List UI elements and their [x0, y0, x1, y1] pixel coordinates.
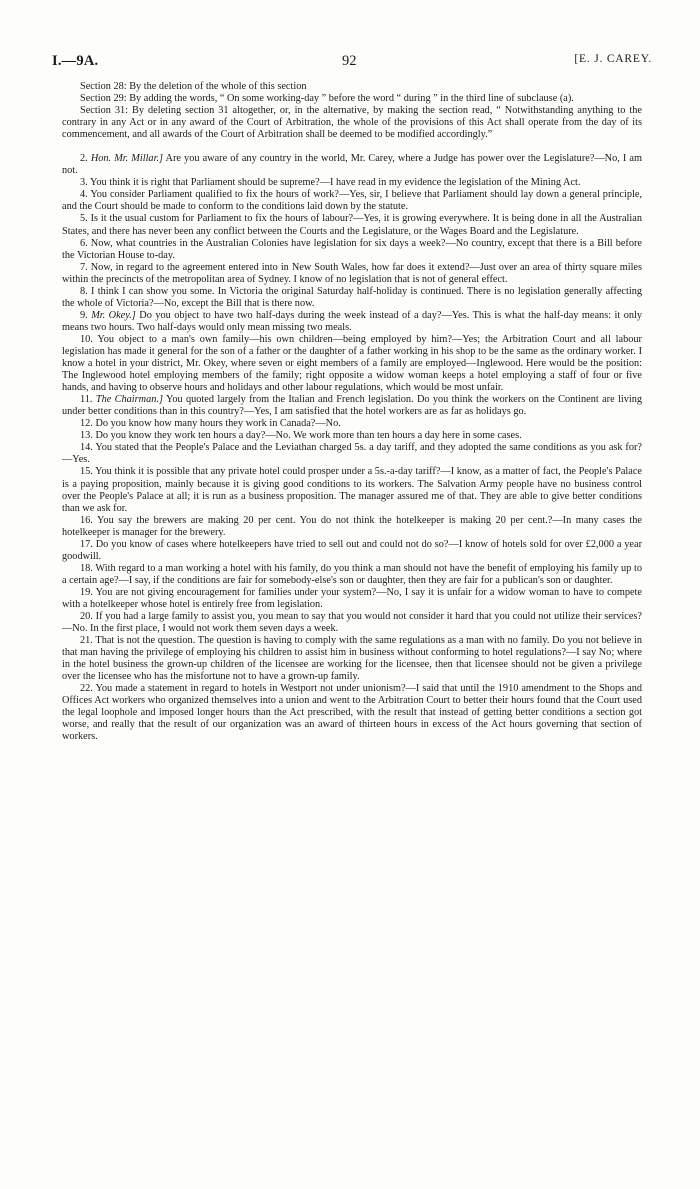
paragraph	[62, 683, 642, 743]
document-reference: I.—9A.	[52, 53, 99, 69]
paragraph	[62, 466, 642, 514]
paragraph-text: I think I can show you some. In Victoria the original Saturday half-holiday is continued. There is no legislation generally affecting the whole of Victoria?—No, except the Bill that is there now.	[62, 285, 642, 309]
paragraph-text: Are you aware of any country in the world, Mr. Carey, where a Judge has power over the Legislature?—No, I am not.	[62, 153, 642, 177]
paragraph	[62, 286, 642, 310]
paragraph	[62, 238, 642, 262]
paragraph-text: You object to a man's own family—his own children—being employed by him?—Yes; the Arbitration Court and all labour legislation has made it general for the son of a father or the daughter of a father working in his shop to be the same as the ordinary worker. I know a hotel in your district, Mr. Okey, where seven or eight members of a family are employed—Inglewood. Here would be the position: The Inglewood hotel employing members of the family; right opposite a widow woman keeps a hotel employing a staff of four or five hands, and having to observe hours and holidays and other labour regulations, which would be most unfair.	[62, 333, 642, 394]
paragraph	[62, 539, 642, 563]
paragraph-text: Now, in regard to the agreement entered into in New South Wales, how far does it extend?—Just over an area of thirty square miles within the precincts of the metropolitan area of Sydney. I know of no legislation that is not of general effect.	[62, 261, 643, 285]
paragraph	[62, 587, 642, 611]
paragraph-text: Do you know of cases where hotelkeepers have tried to sell out and could not do so?—I know of hotels sold for over £2,000 a year goodwill.	[62, 538, 642, 562]
paragraph-text: You consider Parliament qualified to fix the hours of work?—Yes, sir, I believe that Parliament should lay down a general principle, and the Court should be made to conform to the conditions laid down by the statute.	[62, 189, 642, 213]
paragraph	[62, 105, 642, 141]
question-number: 16.	[80, 514, 93, 526]
paragraph-text: Now, what countries in the Australian Colonies have legislation for six days a week?—No country, except that there is a Bill before the Victorian House to-day.	[62, 237, 642, 261]
question-number: 6.	[80, 237, 88, 249]
paragraph-text: With regard to a man working a hotel with his family, do you think a man should not have the benefit of employing his family up to a certain age?—I say, if the conditions are fair for somebody-else's son or daughter, then they are fair for a publican's son or daughter.	[62, 562, 643, 586]
question-number: 17.	[80, 538, 93, 550]
paragraph	[62, 310, 642, 334]
paragraph-text: Do you know they work ten hours a day?—No. We work more than ten hours a day here in some cases.	[95, 430, 522, 442]
paragraph-text: Section 29: By adding the words, “ On some working-day ” before the word “ during ” in the third line of subclause (a).	[80, 93, 574, 105]
paragraph	[62, 442, 642, 466]
paragraph-text: You say the brewers are making 20 per cent. You do not think the hotelkeeper is making 20 per cent.?—In many cases the hotelkeeper is manager for the brewery.	[62, 514, 642, 538]
paragraph-text: Is it the usual custom for Parliament to fix the hours of labour?—Yes, it is growing everywhere. It is being done in all the Australian States, and there has never been any conflict between the Courts and the Legislature, or the Wages Board and the Legislature.	[62, 213, 642, 237]
question-number: 9.	[80, 309, 88, 321]
question-number: 3.	[80, 177, 88, 189]
question-number: 12.	[80, 418, 93, 430]
question-number: 20.	[80, 611, 93, 623]
question-number: 11.	[80, 394, 93, 406]
paragraph	[62, 153, 642, 177]
question-number: 21.	[80, 635, 93, 647]
paragraph	[62, 213, 642, 237]
question-number: 5.	[80, 213, 88, 225]
paragraph	[62, 93, 642, 105]
paragraph-text: You think it is possible that any private hotel could prosper under a 5s.-a-day tariff?—I know, as a matter of fact, the People's Palace is a paying proposition, mainly because it is giving good conditions to its workers. The Salvation Army people have no business control over the People's Palace at all; it is run as a business proposition. The manager assured me of that. They are able to give better conditions than we ask for.	[62, 466, 642, 514]
paragraph	[62, 611, 642, 635]
witness-name: [E. J. CAREY.	[574, 53, 652, 65]
page-header	[52, 53, 652, 71]
paragraph-text: That is not the question. The question is having to comply with the same regulations as a man with no family. Do you not believe in that man having the privilege of employing his children to assist him in business without conforming to hotel regulations?—I say No; where in the hotel business the grown-up children of the licensee are working for the licensee, then that licensee should not be given a privilege over the licensee who has the misfortune not to have a grown-up family.	[62, 635, 642, 683]
paragraph-text: If you had a large family to assist you, you mean to say that you would not consider it hard that you could not utilize their services?—No. In the first place, I would not work them seven days a week.	[62, 611, 643, 635]
question-number: 4.	[80, 189, 88, 201]
paragraph	[62, 81, 642, 93]
paragraph	[62, 262, 642, 286]
paragraph-text: You quoted largely from the Italian and French legislation. Do you think the workers on the Continent are living under better conditions than in this country?—Yes, I am satisfied that the hotel workers are as far as holidays go.	[62, 394, 643, 418]
paragraph	[62, 430, 642, 442]
question-number: 8.	[80, 285, 88, 297]
question-number: 7.	[80, 261, 88, 273]
question-number: 13.	[80, 430, 93, 442]
paragraph-text: You are not giving encouragement for families under your system?—No, I say it is unfair for a widow woman to have to compete with a hotelkeeper whose hotel is entirely free from legislation.	[62, 586, 642, 610]
paragraph-text: You stated that the People's Palace and the Leviathan charged 5s. a day tariff, and they adopted the same conditions as you ask for?—Yes.	[62, 442, 642, 466]
paragraph	[62, 515, 642, 539]
question-number: 2.	[80, 153, 88, 165]
paragraph-text: Section 28: By the deletion of the whole of this section	[80, 81, 307, 92]
page-number: 92	[342, 53, 357, 69]
paragraph-text: Section 31: By deleting section 31 altogether, or, in the alternative, by making the section read, “ Notwithstanding anything to the contrary in any Act or in any award of the Court of Arbitration, the whole of the provisions of this Act shall operate from the day of its commencement, and all awards of the Court of Arbitration shall be deemed to be modified accordingly.”	[62, 105, 642, 141]
speaker-name: Hon. Mr. Millar.]	[90, 153, 164, 165]
paragraph	[62, 635, 642, 683]
speaker-name: Mr. Okey.]	[91, 309, 136, 321]
question-number: 14.	[80, 442, 93, 454]
paragraph	[62, 334, 642, 394]
question-number: 22.	[80, 683, 93, 695]
paragraph-text: You made a statement in regard to hotels in Westport not under unionism?—I said that until the 1910 amendment to the Shops and Offices Act workers who organized themselves into a union and went to the Arbitration Court to better their hours found that the Court used the legal loophole and imposed longer hours than the Act prescribed, with the result that instead of getting better conditions a section got worse, and really that the result of our organization was an award of thirteen hours in excess of the Act hours governing that section of workers.	[62, 683, 642, 743]
question-number: 15.	[80, 466, 93, 478]
speaker-name: The Chairman.]	[95, 394, 163, 406]
question-number: 10.	[80, 333, 93, 345]
paragraph	[62, 189, 642, 213]
paragraph	[62, 418, 642, 430]
paragraph	[62, 563, 642, 587]
paragraph-text: You think it is right that Parliament should be supreme?—I have read in my evidence the legislation of the Mining Act.	[89, 177, 581, 189]
paragraph-text: Do you object to have two half-days during the week instead of a day?—Yes. This is what the half-day means: it only means two hours. Two half-days would only mean missing two meals.	[62, 309, 642, 333]
question-number: 18.	[80, 562, 93, 574]
question-number: 19.	[80, 586, 93, 598]
paragraph	[62, 394, 642, 418]
paragraph-text: Do you know how many hours they work in Canada?—No.	[95, 418, 341, 430]
paragraph	[62, 177, 642, 189]
evidence-body	[62, 81, 642, 744]
